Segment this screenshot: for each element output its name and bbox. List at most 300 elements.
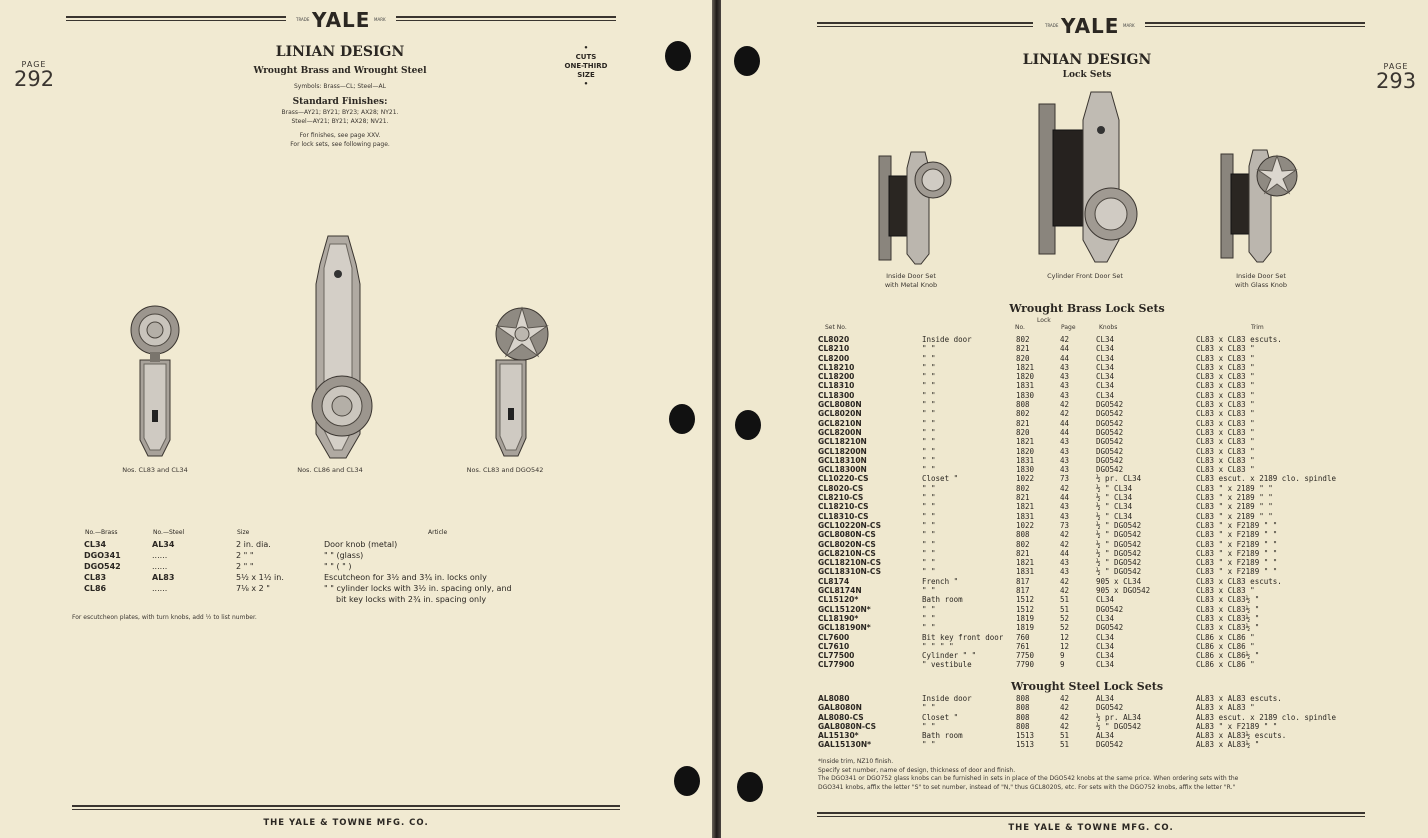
lock-number-cell: 808	[1016, 703, 1030, 713]
table-row	[818, 456, 1376, 465]
trim-cell: CL83 " x F2189 " "	[1196, 548, 1278, 558]
set-number-cell: GCL8174N	[818, 586, 862, 596]
knobs-cell: DGO542	[1096, 623, 1124, 633]
table-row	[818, 400, 1376, 409]
set-number-cell: GCL10220N-CS	[818, 520, 881, 530]
set-number-cell: GCL18300N	[818, 465, 867, 475]
figure-caption: Inside Door Set with Metal Knob	[884, 272, 938, 289]
binder-hole	[665, 41, 691, 71]
page-cell: 52	[1060, 613, 1070, 623]
table-row: DGO542 ...... 2 " " " " ( " )	[84, 562, 352, 571]
page-cell: 42	[1060, 703, 1070, 713]
lock-type-cell: French "	[922, 576, 959, 586]
page-cell: 43	[1060, 437, 1070, 447]
knobs-cell: ½ " DGO542	[1096, 558, 1142, 568]
table-row	[818, 540, 1376, 549]
trim-cell: CL83 escut. x 2189 clo. spindle	[1196, 474, 1336, 484]
set-number-cell: GCL15120N*	[818, 604, 871, 614]
lock-number-cell: 1820	[1016, 372, 1035, 382]
header-rule-left	[66, 16, 286, 21]
trim-cell: CL86 x CL86½ "	[1196, 651, 1260, 661]
knobs-cell: DGO542	[1096, 455, 1124, 465]
trim-cell: CL83 x CL83 "	[1196, 400, 1255, 410]
column-header-lock: Lock	[1037, 317, 1051, 324]
lock-number-cell: 1821	[1016, 362, 1035, 372]
lock-number-cell: 1820	[1016, 446, 1035, 456]
lock-number-cell: 817	[1016, 586, 1030, 596]
page-cell: 51	[1060, 595, 1070, 605]
page-number: PAGE 292	[14, 60, 55, 91]
lock-number-cell: 1022	[1016, 474, 1035, 484]
binder-hole	[674, 766, 700, 796]
knobs-cell: CL34	[1096, 372, 1115, 382]
note-line: Specify set number, name of design, thickness of door and finish.	[818, 766, 1016, 774]
brass-lock-sets-table	[818, 335, 1376, 670]
lock-number-cell: 802	[1016, 539, 1030, 549]
table-row	[818, 428, 1376, 437]
set-number-cell: GAL8080N	[818, 703, 862, 713]
note-line: DGO341 knobs, affix the letter "S" to set number, instead of "N," thus GCL8020S, etc. For sets with the DGO752 knobs, affix the letter "R."	[818, 783, 1236, 791]
trim-cell: AL83 x AL83½ escuts.	[1196, 731, 1287, 741]
lock-number-cell: 820	[1016, 427, 1030, 437]
trim-cell: AL83 x AL83 escuts.	[1196, 694, 1282, 703]
lock-number-cell: 1831	[1016, 381, 1035, 391]
steel-section-heading: Wrought Steel Lock Sets	[1010, 680, 1164, 693]
knobs-cell: ½ " CL34	[1096, 502, 1133, 512]
lock-number-cell: 761	[1016, 641, 1030, 651]
page-cell: 43	[1060, 446, 1070, 456]
figure-caption: Nos. CL86 and CL34	[297, 466, 363, 474]
table-row	[818, 512, 1376, 521]
lock-type-cell: " "	[922, 418, 936, 428]
trim-cell: CL83 " x F2189 " "	[1196, 520, 1278, 530]
set-number-cell: GCL18190N*	[818, 623, 871, 633]
trim-cell: CL83 x CL83 escuts.	[1196, 576, 1282, 586]
trim-cell: CL83 x CL83 "	[1196, 455, 1255, 465]
page-cell: 42	[1060, 530, 1070, 540]
table-row	[818, 595, 1376, 604]
page-cell: 43	[1060, 502, 1070, 512]
lock-number-cell: 808	[1016, 694, 1030, 703]
lock-type-cell: " "	[922, 400, 936, 410]
table-row	[818, 731, 1376, 740]
set-number-cell: CL18210-CS	[818, 502, 869, 512]
trim-cell: CL83 " x 2189 " "	[1196, 483, 1273, 493]
right-page	[721, 0, 1428, 838]
lock-type-cell: " "	[922, 613, 936, 623]
trim-cell: CL83 " x F2189 " "	[1196, 530, 1278, 540]
set-number-cell: CL8174	[818, 576, 850, 586]
table-row	[818, 703, 1376, 712]
knobs-cell: CL34	[1096, 335, 1115, 344]
locksets-reference: For lock sets, see following page.	[290, 141, 390, 148]
lock-number-cell: 808	[1016, 721, 1030, 731]
lock-type-cell: " "	[922, 483, 936, 493]
knobs-cell: DGO542	[1096, 437, 1124, 447]
inside-door-set-metal-knob-illustration	[873, 148, 953, 268]
table-row	[818, 558, 1376, 567]
page-cell: 43	[1060, 390, 1070, 400]
lock-number-cell: 7790	[1016, 660, 1035, 670]
trim-cell: CL83 x CL83 "	[1196, 372, 1255, 382]
lock-type-cell: Inside door	[922, 335, 972, 344]
figure-caption: Cylinder Front Door Set	[1047, 272, 1123, 280]
header-rule-left	[817, 22, 1033, 27]
knobs-cell: ½ pr. CL34	[1096, 474, 1142, 484]
binder-hole	[735, 410, 761, 440]
knobs-cell: CL34	[1096, 613, 1115, 623]
table-row	[818, 344, 1376, 353]
lock-type-cell: " "	[922, 548, 936, 558]
page-cell: 42	[1060, 483, 1070, 493]
page-cell: 42	[1060, 586, 1070, 596]
knobs-cell: 905 x CL34	[1096, 576, 1142, 586]
lock-number-cell: 820	[1016, 353, 1030, 363]
page-cell: 43	[1060, 511, 1070, 521]
table-row	[818, 605, 1376, 614]
trim-cell: CL83 " x F2189 " "	[1196, 539, 1278, 549]
knobs-cell: CL34	[1096, 381, 1115, 391]
page-cell: 43	[1060, 381, 1070, 391]
trim-cell: CL83 x CL83 "	[1196, 418, 1255, 428]
header-rule-right	[396, 16, 616, 21]
page-cell: 9	[1060, 651, 1065, 661]
set-number-cell: CL77900	[818, 660, 855, 670]
lock-type-cell: " "	[922, 455, 936, 465]
table-row	[818, 409, 1376, 418]
column-header-set: Set No.	[825, 324, 847, 331]
inside-door-set-glass-knob-illustration	[1215, 146, 1305, 268]
trim-cell: CL83 x CL83 "	[1196, 446, 1255, 456]
lock-type-cell: " "	[922, 623, 936, 633]
set-number-cell: CL10220-CS	[818, 474, 869, 484]
page-cell: 12	[1060, 641, 1070, 651]
footer-rule	[72, 805, 620, 810]
knobs-cell: DGO542	[1096, 465, 1124, 475]
table-row	[818, 354, 1376, 363]
page-cell: 51	[1060, 731, 1070, 741]
lock-type-cell: " "	[922, 353, 936, 363]
trim-cell: AL83 " x F2189 " "	[1196, 721, 1278, 731]
lock-type-cell: " "	[922, 520, 936, 530]
knobs-cell: DGO542	[1096, 427, 1124, 437]
knobs-cell: DGO542	[1096, 604, 1124, 614]
trim-cell: CL83 x CL83 "	[1196, 427, 1255, 437]
lock-number-cell: 1512	[1016, 595, 1035, 605]
lock-type-cell: " "	[922, 604, 936, 614]
trim-cell: AL83 escut. x 2189 clo. spindle	[1196, 712, 1336, 722]
trim-cell: CL83 " x F2189 " "	[1196, 558, 1278, 568]
knobs-cell: AL34	[1096, 731, 1115, 741]
knobs-cell: ½ " DGO542	[1096, 567, 1142, 577]
knob-escutcheon-cl83-cl34-illustration	[120, 300, 190, 460]
lock-number-cell: 802	[1016, 335, 1030, 344]
trim-cell: CL83 x CL83 "	[1196, 362, 1255, 372]
lock-type-cell: " "	[922, 721, 936, 731]
symbols-note: Symbols: Brass—CL; Steel—AL	[293, 83, 387, 90]
column-header: Article	[428, 528, 448, 536]
knobs-cell: ½ " DGO542	[1096, 539, 1142, 549]
brass-section-heading: Wrought Brass Lock Sets	[1009, 302, 1165, 315]
set-number-cell: GCL18210N	[818, 437, 867, 447]
trim-cell: CL83 " x 2189 " "	[1196, 502, 1273, 512]
page-cell: 44	[1060, 344, 1070, 354]
lock-number-cell: 1830	[1016, 390, 1035, 400]
knobs-cell: ½ " DGO542	[1096, 520, 1142, 530]
set-number-cell: GAL15130N*	[818, 740, 872, 750]
set-number-cell: CL8020	[818, 335, 850, 344]
table-row	[818, 335, 1376, 344]
lock-type-cell: " "	[922, 511, 936, 521]
lock-number-cell: 1512	[1016, 604, 1035, 614]
knobs-cell: CL34	[1096, 660, 1115, 670]
knobs-cell: DGO542	[1096, 703, 1124, 713]
lock-type-cell: " "	[922, 502, 936, 512]
page-cell: 42	[1060, 694, 1070, 703]
page-cell: 42	[1060, 335, 1070, 344]
set-number-cell: CL15120*	[818, 595, 859, 605]
table-row	[818, 740, 1376, 749]
set-number-cell: AL8080-CS	[818, 712, 864, 722]
binder-hole	[669, 404, 695, 434]
lock-number-cell: 1819	[1016, 613, 1035, 623]
lock-type-cell: " "	[922, 567, 936, 577]
lock-type-cell: Cylinder " "	[922, 651, 977, 661]
set-number-cell: CL18310-CS	[818, 511, 869, 521]
table-row	[818, 567, 1376, 576]
page-subtitle: Lock Sets	[1062, 70, 1112, 80]
table-row	[818, 521, 1376, 530]
knobs-cell: ½ " DGO542	[1096, 548, 1142, 558]
trim-cell: CL83 " x 2189 " "	[1196, 511, 1273, 521]
knobs-cell: DGO542	[1096, 400, 1124, 410]
table-row: bit key locks with 2¾ in. spacing only	[336, 595, 487, 604]
set-number-cell: GCL8020N	[818, 409, 862, 419]
lock-type-cell: " "	[922, 740, 936, 750]
set-number-cell: AL15130*	[818, 731, 859, 741]
column-header: No.—Brass	[85, 528, 118, 536]
knobs-cell: CL34	[1096, 632, 1115, 642]
knobs-cell: CL34	[1096, 353, 1115, 363]
trim-cell: CL83 x CL83 "	[1196, 465, 1255, 475]
lock-number-cell: 760	[1016, 632, 1030, 642]
left-page	[0, 0, 712, 838]
set-number-cell: CL18310	[818, 381, 855, 391]
knobs-cell: CL34	[1096, 651, 1115, 661]
trim-cell: CL83 x CL83 escuts.	[1196, 335, 1282, 344]
page-cell: 43	[1060, 567, 1070, 577]
table-row	[818, 614, 1376, 623]
set-number-cell: GCL8020N-CS	[818, 539, 876, 549]
lock-type-cell: Bath room	[922, 731, 963, 741]
lock-number-cell: 821	[1016, 548, 1030, 558]
lock-type-cell: " "	[922, 437, 936, 447]
knobs-cell: CL34	[1096, 344, 1115, 354]
table-row	[818, 586, 1376, 595]
page-cell: 52	[1060, 623, 1070, 633]
set-number-cell: GAL8080N-CS	[818, 721, 877, 731]
page-cell: 44	[1060, 427, 1070, 437]
page-title: LINIAN DESIGN	[1022, 52, 1152, 68]
trim-cell: AL83 x AL83 "	[1196, 703, 1255, 713]
page-cell: 43	[1060, 372, 1070, 382]
cylinder-front-door-set-illustration	[1027, 90, 1147, 268]
trim-cell: CL83 x CL83½ "	[1196, 595, 1260, 605]
table-row	[818, 381, 1376, 390]
table-row	[818, 465, 1376, 474]
table-row	[818, 474, 1376, 483]
lock-type-cell: " "	[922, 362, 936, 372]
lock-type-cell: " " " "	[922, 641, 954, 651]
table-row	[818, 419, 1376, 428]
footer-company: THE YALE & TOWNE MFG. CO.	[263, 818, 429, 828]
lock-number-cell: 821	[1016, 493, 1030, 503]
trim-cell: CL83 x CL83 "	[1196, 344, 1255, 354]
set-number-cell: CL8210-CS	[818, 493, 864, 503]
figure-caption: Inside Door Set with Glass Knob	[1234, 272, 1287, 289]
binder-hole	[737, 772, 763, 802]
knobs-cell: CL34	[1096, 390, 1115, 400]
trim-cell: CL83 " x F2189 " "	[1196, 567, 1278, 577]
page-number: PAGE 293	[1376, 62, 1417, 93]
knobs-cell: DGO542	[1096, 740, 1124, 750]
table-row	[818, 502, 1376, 511]
lock-number-cell: 802	[1016, 483, 1030, 493]
knobs-cell: ½ " CL34	[1096, 493, 1133, 503]
column-header: No.—Steel	[153, 528, 185, 536]
table-row	[818, 577, 1376, 586]
lock-number-cell: 1821	[1016, 502, 1035, 512]
lock-type-cell: Inside door	[922, 694, 972, 703]
table-row	[818, 722, 1376, 731]
page-cell: 51	[1060, 604, 1070, 614]
set-number-cell: GCL8210N	[818, 418, 862, 428]
lock-type-cell: " "	[922, 465, 936, 475]
lock-number-cell: 817	[1016, 576, 1030, 586]
lock-type-cell: Closet "	[922, 712, 959, 722]
lock-number-cell: 1513	[1016, 740, 1035, 750]
trim-cell: AL83 x AL83½ "	[1196, 740, 1260, 750]
lock-number-cell: 7750	[1016, 651, 1035, 661]
set-number-cell: CL18210	[818, 362, 855, 372]
knobs-cell: DGO542	[1096, 446, 1124, 456]
set-number-cell: CL8020-CS	[818, 483, 864, 493]
knobs-cell: ½ " CL34	[1096, 483, 1133, 493]
knobs-cell: DGO542	[1096, 409, 1124, 419]
set-number-cell: CL7610	[818, 641, 850, 651]
table-row: CL86 ...... 7⅛ x 2 " " " cylinder locks with 3½ in. spacing only, and	[84, 584, 512, 593]
lock-type-cell: " "	[922, 427, 936, 437]
lock-type-cell: " "	[922, 390, 936, 400]
lock-type-cell: " "	[922, 381, 936, 391]
lock-type-cell: " "	[922, 446, 936, 456]
lock-type-cell: " "	[922, 344, 936, 354]
knobs-cell: 905 x DGO542	[1096, 586, 1151, 596]
table-row	[818, 493, 1376, 502]
set-number-cell: CL18190*	[818, 613, 859, 623]
trim-cell: CL83 x CL83 "	[1196, 437, 1255, 447]
page-cell: 42	[1060, 539, 1070, 549]
table-row	[818, 623, 1376, 632]
page-cell: 43	[1060, 465, 1070, 475]
lock-type-cell: " vestibule	[922, 660, 972, 670]
knobs-cell: AL34	[1096, 694, 1115, 703]
set-number-cell: CL8210	[818, 344, 850, 354]
table-row: CL83 AL83 5½ x 1½ in. Escutcheon for 3½ and 3¾ in. locks only	[84, 573, 487, 582]
lock-number-cell: 821	[1016, 418, 1030, 428]
lock-type-cell: " "	[922, 558, 936, 568]
page-cell: 42	[1060, 576, 1070, 586]
lock-type-cell: " "	[922, 703, 936, 713]
lock-number-cell: 808	[1016, 400, 1030, 410]
page-cell: 73	[1060, 520, 1070, 530]
trim-cell: CL86 x CL86 "	[1196, 641, 1255, 651]
set-number-cell: CL7600	[818, 632, 850, 642]
set-number-cell: GCL8080N	[818, 400, 862, 410]
knobs-cell: CL34	[1096, 595, 1115, 605]
page-cell: 44	[1060, 353, 1070, 363]
set-number-cell: GCL8080N-CS	[818, 530, 876, 540]
table-row	[818, 391, 1376, 400]
table-row	[818, 372, 1376, 381]
page-cell: 42	[1060, 400, 1070, 410]
table-row	[818, 530, 1376, 539]
page-cell: 51	[1060, 740, 1070, 750]
lock-type-cell: Bit key front door	[922, 632, 1004, 642]
footer-rule	[817, 812, 1365, 817]
page-cell: 42	[1060, 721, 1070, 731]
lock-number-cell: 1831	[1016, 567, 1035, 577]
lock-number-cell: 802	[1016, 409, 1030, 419]
trim-cell: CL83 x CL83 "	[1196, 409, 1255, 419]
trim-cell: CL83 x CL83 "	[1196, 586, 1255, 596]
footer-company: THE YALE & TOWNE MFG. CO.	[1008, 823, 1174, 833]
lock-number-cell: 1821	[1016, 437, 1035, 447]
yale-logo: TRADE YALE MARK	[296, 8, 386, 32]
table-row	[818, 694, 1376, 703]
lock-type-cell: " "	[922, 493, 936, 503]
set-number-cell: CL18200	[818, 372, 855, 382]
trim-cell: CL83 x CL83 "	[1196, 390, 1255, 400]
trim-cell: CL86 x CL86 "	[1196, 660, 1255, 670]
page-cell: 44	[1060, 548, 1070, 558]
knob-escutcheon-cl83-dgo542-illustration	[482, 302, 552, 462]
lock-number-cell: 808	[1016, 530, 1030, 540]
table-row	[818, 651, 1376, 660]
set-number-cell: AL8080	[818, 694, 850, 703]
page-title: LINIAN DESIGN	[275, 44, 405, 60]
column-header: Size	[237, 528, 250, 536]
knobs-cell: ½ " DGO542	[1096, 721, 1142, 731]
header-rule-right	[1145, 22, 1365, 27]
set-number-cell: CL18300	[818, 390, 855, 400]
table-row	[818, 447, 1376, 456]
table-row: CL34 AL34 2 in. dia. Door knob (metal)	[84, 540, 398, 549]
trim-cell: CL86 x CL86 "	[1196, 632, 1255, 642]
set-number-cell: GCL8200N	[818, 427, 862, 437]
note-line: The DGO341 or DGO752 glass knobs can be furnished in sets in place of the DGO542 knobs at the same price. When ordering sets with the	[818, 775, 1239, 782]
yale-logo: TRADE YALE MARK	[1045, 14, 1135, 38]
set-number-cell: GCL18310N-CS	[818, 567, 881, 577]
table-row	[818, 549, 1376, 558]
trim-cell: CL83 x CL83 "	[1196, 353, 1255, 363]
page-cell: 12	[1060, 632, 1070, 642]
knobs-cell: ½ " CL34	[1096, 511, 1133, 521]
column-header-knobs: Knobs	[1099, 324, 1118, 331]
table-row	[818, 642, 1376, 651]
page-cell: 42	[1060, 409, 1070, 419]
lock-type-cell: " "	[922, 372, 936, 382]
